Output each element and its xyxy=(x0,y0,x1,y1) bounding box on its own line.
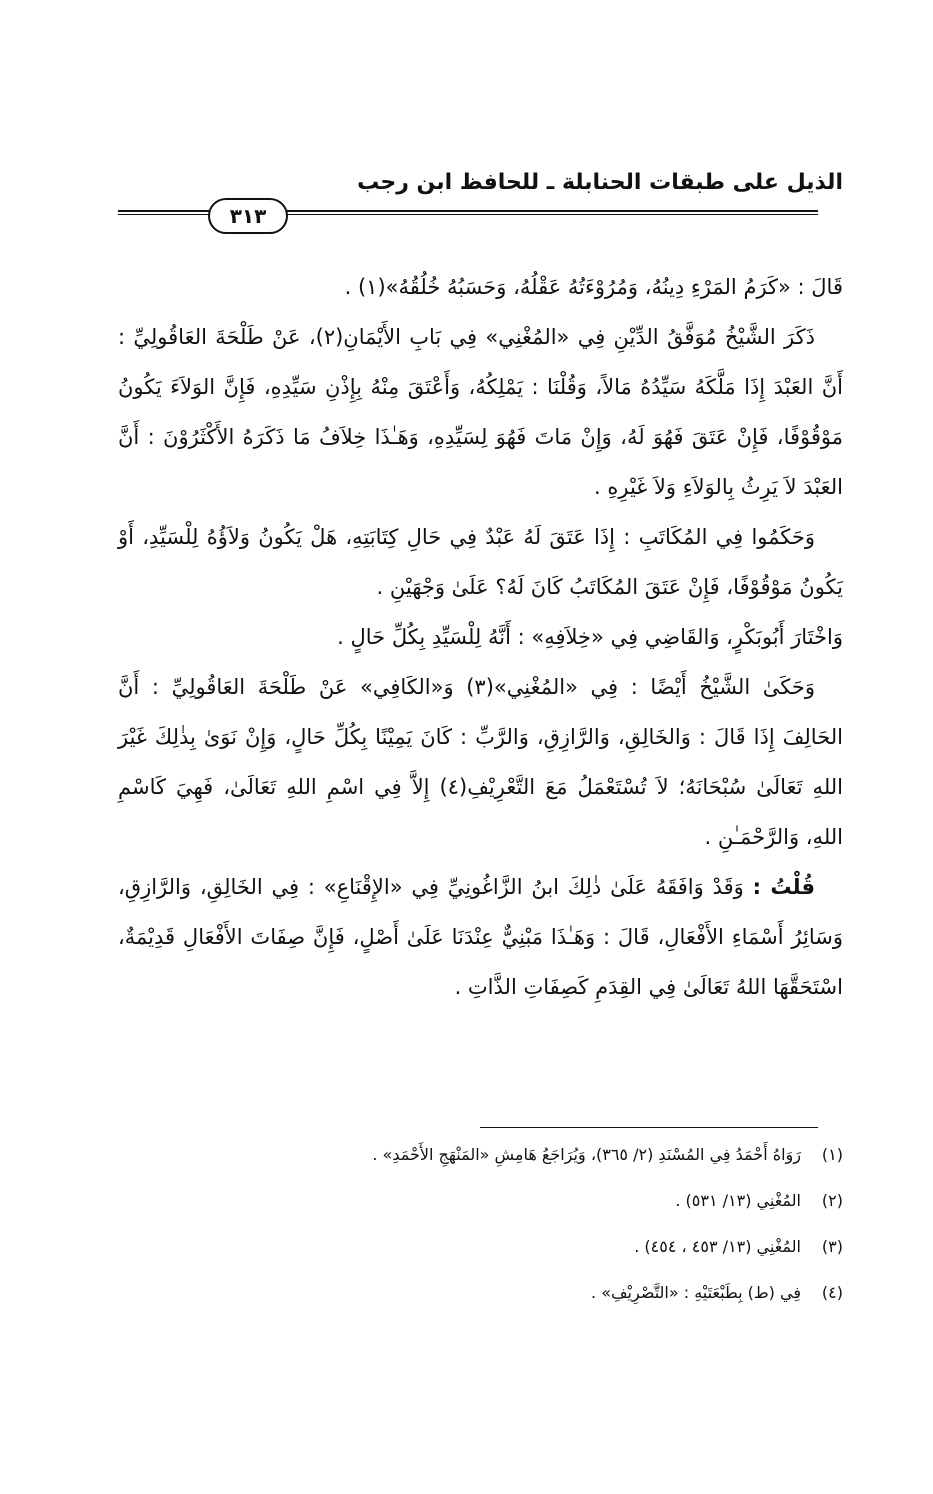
footnote-text: رَوَاهُ أَحْمَدُ فِي المُسْنَدِ (٢/ ٣٦٥)، وَيُرَاجَعُ هَامِشِ «المَنْهَجِ الأَحْمَدِ» . xyxy=(372,1145,801,1164)
footnotes xyxy=(118,1145,843,1329)
footnote-number: (١) xyxy=(821,1145,843,1164)
footnote-text: فِي (ط) بِطَبْعَتَيْهِ : «التَّصْرِيْفِ» . xyxy=(591,1283,801,1302)
paragraph-6 xyxy=(118,862,843,1012)
paragraph-3: وَحَكَمُوا فِي المُكَاتَبِ : إِذَا عَتَقَ لَهُ عَبْدٌ فِي حَالِ كِتَابَتِهِ، هَلْ يَكُونُ وَلاَؤُهُ لِلْسَيِّدِ، أَوْ يَكُونُ مَوْقُوْفًا، فَإِنْ عَتَقَ المُكَاتَبُ كَانَ لَهُ؟ عَلَىٰ وَجْهَيْنِ . xyxy=(118,525,843,599)
footnote-1 xyxy=(118,1145,843,1191)
main-text xyxy=(118,262,843,1012)
paragraph-1: قَالَ : «كَرَمُ المَرْءِ دِينُهُ، وَمُرُوْءَتُهُ عَقْلُهُ، وَحَسَبُهُ خُلُقُهُ»(١) . xyxy=(344,275,843,299)
paragraph-2: ذَكَرَ الشَّيْخُ مُوَفَّقُ الدِّيْنِ فِي «المُغْنِي» فِي بَابِ الأَيْمَانِ(٢)، عَنْ طَلْحَةَ العَاقُولِيِّ : أَنَّ العَبْدَ إِذَا مَلَّكَهُ سَيِّدُهُ مَالاً، وَقُلْنَا : يَمْلِكُهُ، وَأَعْتَقَ مِنْهُ بِإِذْنِ سَيِّدِهِ، فَإِنَّ الوَلاَءَ يَكُونُ مَوْقُوْفًا، فَإِنْ عَتَقَ فَهُوَ لَهُ، وَإِنْ مَاتَ فَهُوَ لِسَيِّدِهِ، وَهَـٰذَا خِلاَفُ مَا ذَكَرَهُ الأَكْثَرُوْنَ : أَنَّ العَبْدَ لاَ يَرِثُ بِالوَلاَءِ وَلاَ غَيْرِهِ . xyxy=(118,325,843,499)
paragraph-4: وَاخْتَارَ أَبُوبَكْرٍ، وَالقَاضِي فِي «خِلاَفِهِ» : أَنَّهُ لِلْسَيِّدِ بِكُلِّ حَالٍ . xyxy=(337,625,843,649)
footnote-4 xyxy=(118,1283,843,1329)
page-number: ٣١٣ xyxy=(208,198,288,234)
footnote-3 xyxy=(118,1237,843,1283)
running-header-title: الذيل على طبقات الحنابلة ـ للحافظ ابن رجب xyxy=(357,170,843,195)
footnote-text: المُغْنِي (١٣/ ٤٥٣ ، ٤٥٤) . xyxy=(634,1237,801,1256)
footnote-text: المُغْنِي (١٣/ ٥٣١) . xyxy=(675,1191,801,1210)
footnote-number: (٤) xyxy=(821,1283,843,1302)
paragraph-5: وَحَكَىٰ الشَّيْخُ أَيْضًا : فِي «المُغْنِي»(٣) وَ«الكَافِي» عَنْ طَلْحَةَ العَاقُولِيِّ : أَنَّ الحَالِفَ إِذَا قَالَ : وَالخَالِقِ، وَالرَّازِقِ، وَالرَّبِّ : كَانَ يَمِيْنًا بِكُلِّ حَالٍ، وَإِنْ نَوَىٰ بِذٰلِكَ غَيْرَ اللهِ تَعَالَىٰ سُبْحَانَهُ؛ لاَ تُسْتَعْمَلُ مَعَ التَّعْرِيْفِ(٤) إِلاَّ فِي اسْمِ اللهِ تَعَالَىٰ، فَهِيَ كَاسْمِ اللهِ، وَالرَّحْمَـٰنِ . xyxy=(118,675,843,849)
footnote-2 xyxy=(118,1191,843,1237)
footnote-separator xyxy=(480,1127,818,1128)
footnote-number: (٣) xyxy=(821,1237,843,1256)
paragraph-6-lead: قُلْتُ : xyxy=(752,875,815,899)
paragraph-6-text: وَقَدْ وَافَقَهُ عَلَىٰ ذٰلِكَ ابنُ الزَّاغُونِيِّ فِي «الإِقْنَاعِ» : فِي الخَالِقِ، وَالرَّازِقِ، وَسَائِرُ أَسْمَاءِ الأَفْعَالِ، قَالَ : وَهَـٰذَا مَبْنِيٌّ عِنْدَنَا عَلَىٰ أَصْلٍ، فَإِنَّ صِفَاتَ الأَفْعَالِ قَدِيْمَةٌ، اسْتَحَقَّهَا اللهُ تَعَالَىٰ فِي القِدَمِ كَصِفَاتِ الذَّاتِ . xyxy=(118,875,843,999)
footnote-number: (٢) xyxy=(821,1191,843,1210)
